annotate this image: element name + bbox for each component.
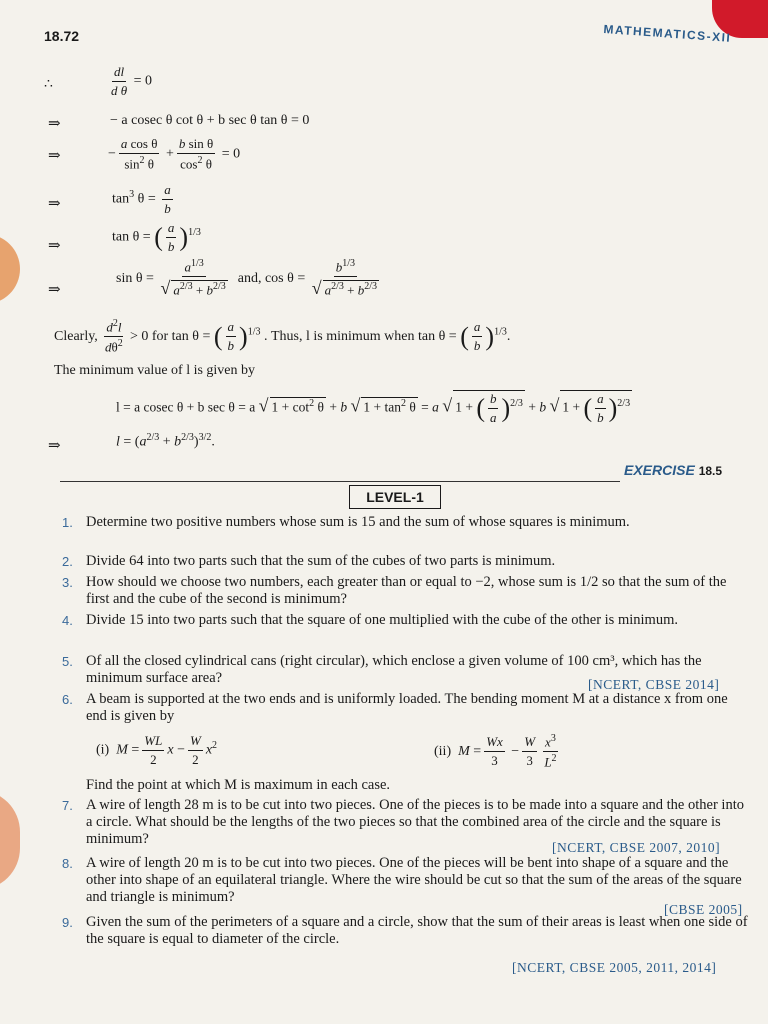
deriv-line-6: sin θ = $\frac{a^{1/3}}{√ a^{2/3} + b^{2/3}}$ and, cos θ = $\frac{b^{1/3}}{√ a^{2/3} + b^{2/3}}$: [116, 258, 378, 299]
question-8-ref: [CBSE 2005]: [664, 902, 743, 917]
question-7-ref: [NCERT, CBSE 2007, 2010]: [552, 840, 721, 855]
level-label: LEVEL-1: [349, 485, 441, 509]
implies-arrow: ⇒: [48, 438, 61, 454]
finger-left-top: [0, 234, 20, 304]
q6-part-ii: (ii) M = $\frac{Wx}{3}$ − $\frac{W}{3}$ $\frac{x^3}{L^2}$: [434, 733, 557, 770]
page-number: 18.72: [44, 28, 80, 44]
l-expression: l = a cosec θ + b sec θ = a √ $1 + \cot^2 \theta + b$ √ $1 + \tan^2 \theta = a$ √ 1 + ( $\frac{b}{a}$ )$^{2/3}$ + b √ 1 + ( $\frac{a}{b}$ )$^{2/3}$: [116, 391, 631, 425]
implies-arrow: ⇒: [48, 196, 61, 212]
deriv-line-2: − a cosec θ cot θ + b sec θ tan θ = 0: [110, 113, 310, 128]
section-divider: [60, 481, 620, 482]
q6-part-i: (i) M = $\frac{WL}{2}$ x − $\frac{W}{2}$ $x^2$: [96, 733, 218, 767]
clearly-line: Clearly, $\frac{d^2l}{d\theta^2}$ > 0 for tan θ = ( $\frac{a}{b}$ )$^{1/3}$ . Thus, l is minimum when tan θ = ( $\frac{a}{b}$ )$^{1/3}$.: [54, 318, 511, 355]
min-value-text: The minimum value of l is given by: [54, 363, 256, 378]
textbook-page: 18.72 MATHEMATICS-XII ∴ $\frac{dl}{\text{d θ}}$ = 0 ⇒ − a cosec θ cot θ + b sec θ tan θ = 0 ⇒ − $\frac{\text{a cos θ}}{\sin^2 \theta}$ + $\frac{\text{b sin θ}}{\cos^2 \theta}$ = 0 ⇒ $\tan^3 \theta$ = $\frac{a}{b}$ ⇒ tan θ = ( $\frac{a}{b}$ )$^{1/3}$ ⇒ sin θ = $\frac{a^{1/3}}{√ a^{2/3} + b^{2/3}}$ and, cos θ = $\frac{b^{1/3}}{√ a^{2/3} + b^{2/3}}$ Clearly, $\frac{d^2l}{d\theta^2}$ > 0 for tan θ = ( $\frac{a}{b}$ )$^{1/3}$ . Thus, l is minimum when tan θ = ( $\frac{a}{b}$ )$^{1/3}$. The minimum value of l is given by l = a cosec θ + b sec θ = a √ $1 + \cot^2 \theta + b$ √ $1 + \tan^2 \theta = a$ √ 1 + ( $\frac{b}{a}$ )$^{2/3}$ + b √ 1 + ( $\frac{a}{b}$ )$^{2/3}$ ⇒ $l = (a^{2/3} + b^{2/3})^{3/2}$. EXERCISE 18.5 LEVEL-1 1. Determine two positive numbers whose sum is 15 and the sum of whose squares is minimum. 2. Divide 64 into two parts such that the sum of the cubes of two parts is minimum. 3. How should we choose two numbers, each greater than or equal to −2, whose sum is 1/2 so that the sum of the first and the cube of the second is minimum? 4. Divide 15 into two parts such that the square of one multiplied with the cube of the other is minimum. 5. Of all the closed cylindrical cans (right circular), which enclose a given volume of 100 cm³, which has the minimum surface area? [NCERT, CBSE 2014] 6. A beam is supported at the two ends and is uniformly loaded. The bending moment M at a distance x from one end is given by (i) M = $\frac{WL}{2}$ x − $\frac{W}{2}$ $x^2$ (ii) M = $\frac{Wx}{3}$ − $\frac{W}{3}$ $\frac{x^3}{L^2}$ Find the point at which M is maximum in each case. 7. A wire of length 28 m is to be cut into two pieces. One of the pieces is to be made into a square and the other into a circle. What should be the lengths of the two pieces so that the combined area of the circle and the square is minimum? [NCERT, CBSE 2007, 2010] 8. A wire of length 20 m is to be cut into two pieces. One of the pieces will be bent into shape of a square and the other into shape of an equilateral triangle. Where the wire should be cut so that the sum of the areas of the square and triangle is minimum? [CBSE 2005] 9. Given the sum of the perimeters of a square and a circle, show that the sum of their areas is least when one side of the square is equal to diameter of the circle. [NCERT, CBSE 2005, 2011, 2014]: [0, 0, 768, 1024]
implies-arrow: ⇒: [48, 148, 61, 164]
implies-arrow: ⇒: [48, 238, 61, 254]
deriv-line-4: $\tan^3 \theta$ = $\frac{a}{b}$: [112, 182, 171, 216]
finger-left-bottom: [0, 790, 20, 890]
exercise-heading: EXERCISE 18.5: [624, 462, 723, 478]
deriv-final: $l = (a^{2/3} + b^{2/3})^{3/2}$.: [116, 432, 215, 450]
deriv-line-3: − $\frac{\text{a cos θ}}{\sin^2 \theta}$ + $\frac{\text{b sin θ}}{\cos^2 \theta}$ = 0: [108, 136, 241, 172]
subject-header: MATHEMATICS-XII: [603, 22, 732, 45]
question-5-ref: [NCERT, CBSE 2014]: [588, 677, 720, 692]
implies-arrow: ⇒: [48, 116, 61, 132]
deriv-line-5: tan θ = ( $\frac{a}{b}$ )$^{1/3}$: [112, 220, 201, 254]
deriv-line-1: $\frac{dl}{\text{d θ}}$ = 0: [111, 64, 153, 98]
question-9-ref: [NCERT, CBSE 2005, 2011, 2014]: [512, 960, 717, 975]
q6-find-text: Find the point at which M is maximum in each case.: [86, 777, 391, 793]
therefore-symbol: ∴: [44, 77, 53, 92]
implies-arrow: ⇒: [48, 282, 61, 298]
